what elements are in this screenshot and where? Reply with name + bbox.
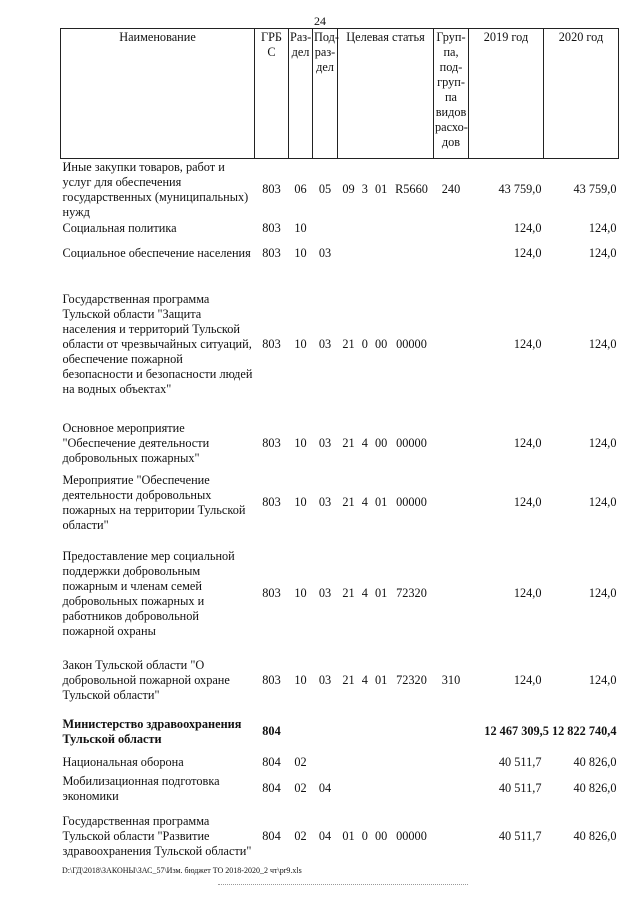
target-part: 72320	[396, 673, 427, 687]
row-group: 310	[441, 673, 461, 687]
row-group	[434, 711, 469, 753]
row-name: Иные закупки товаров, работ и услуг для обеспечения государственных (муниципальных) нужд	[62, 159, 249, 219]
row-2020: 124,0	[588, 495, 617, 509]
target-part: 00000	[396, 495, 427, 509]
row-subsection: 05	[318, 182, 332, 197]
row-name: Предоставление мер социальной поддержки добровольным пожарным и членам семей добровольных пожарных и работников добровольной пожарной охраны	[62, 548, 235, 638]
target-part: 00	[375, 337, 388, 351]
row-grbs: 803	[262, 495, 281, 509]
row-grbs: 803	[262, 673, 281, 687]
row-subsection	[313, 221, 338, 237]
row-grbs: 803	[262, 586, 281, 600]
target-part: 21	[342, 436, 355, 450]
header-group: Груп-па, под-груп-па видов расхо-дов	[434, 29, 469, 159]
row-section: 10	[294, 673, 307, 687]
row-grbs: 803	[262, 221, 281, 235]
row-2020: 124,0	[588, 436, 617, 450]
row-subsection: 03	[318, 673, 332, 687]
row-subsection: 04	[318, 781, 332, 795]
row-subsection: 04	[318, 829, 332, 843]
target-part: R5660	[395, 182, 428, 197]
budget-table	[60, 28, 619, 869]
target-part: 72320	[396, 586, 427, 600]
row-target	[338, 237, 434, 271]
table-row	[61, 419, 619, 469]
row-2019: 40 511,7	[498, 755, 542, 769]
row-group	[434, 773, 469, 805]
table-row	[61, 773, 619, 805]
row-group	[434, 271, 469, 419]
row-name: Социальное обеспечение населения	[62, 246, 251, 260]
row-grbs: 804	[262, 829, 281, 843]
row-section: 10	[294, 436, 307, 450]
row-target	[338, 537, 434, 651]
target-part: 0	[361, 829, 368, 843]
row-name: Социальная политика	[62, 221, 177, 235]
row-section: 02	[294, 829, 307, 843]
target-part: 3	[361, 182, 368, 197]
row-name: Государственная программа Тульской области "Защита населения и территорий Тульской области от чрезвычайных ситуаций, обеспечение пожарной безопасности и безопасности людей на водных объектах"	[62, 292, 253, 396]
row-group	[434, 537, 469, 651]
target-part: 01	[375, 495, 388, 509]
row-2020: 124,0	[588, 337, 617, 351]
row-name: Мобилизационная подготовка экономики	[62, 773, 220, 803]
target-part: 21	[342, 337, 355, 351]
row-2019: 12 467 309,5	[484, 724, 549, 738]
row-2019: 124,0	[513, 246, 542, 260]
target-part: 21	[342, 673, 355, 687]
file-path-footer: D:\ГД\2018\ЗАКОНЫ\ЗАС_57\Изм. бюджет ТО 2018-2020_2 чт\pr9.xls	[62, 866, 302, 875]
row-group	[434, 419, 469, 469]
row-grbs: 803	[262, 337, 281, 351]
header-section: Раз-дел	[289, 29, 313, 159]
table-row	[61, 271, 619, 419]
row-2019: 124,0	[513, 586, 542, 600]
table-row	[61, 711, 619, 753]
row-2020: 12 822 740,4	[551, 724, 617, 738]
header-year-2019: 2019 год	[469, 29, 544, 159]
row-2020: 40 826,0	[573, 829, 617, 843]
row-section: 10	[294, 337, 307, 351]
row-subsection	[313, 753, 338, 773]
row-group	[434, 237, 469, 271]
target-part: 00000	[396, 436, 427, 450]
row-grbs: 803	[262, 436, 281, 450]
row-subsection: 03	[318, 337, 332, 351]
row-target	[338, 221, 434, 237]
row-2019: 124,0	[513, 221, 542, 235]
row-2019: 124,0	[513, 436, 542, 450]
row-target	[338, 711, 434, 753]
row-subsection: 03	[318, 586, 332, 600]
row-target	[338, 805, 434, 869]
row-grbs: 804	[262, 755, 281, 769]
header-name: Наименование	[61, 29, 255, 159]
row-grbs: 804	[262, 781, 281, 795]
row-2020: 40 826,0	[573, 781, 617, 795]
target-part: 01	[375, 673, 388, 687]
row-group	[434, 221, 469, 237]
target-part: 00	[375, 436, 388, 450]
table-row	[61, 753, 619, 773]
row-name: Министерство здравоохранения Тульской области	[62, 716, 242, 746]
row-2019: 43 759,0	[498, 182, 542, 197]
row-group	[434, 469, 469, 537]
row-section: 10	[294, 586, 307, 600]
row-2019: 124,0	[513, 673, 542, 687]
header-target: Целевая статья	[338, 29, 434, 159]
row-subsection: 03	[318, 495, 332, 509]
row-target	[338, 271, 434, 419]
row-section: 02	[294, 781, 307, 795]
target-part: 00	[375, 829, 388, 843]
row-name: Закон Тульской области "О добровольной пожарной охране Тульской области"	[62, 658, 230, 702]
scan-artifact-line	[218, 884, 468, 887]
row-2020: 124,0	[588, 221, 617, 235]
row-subsection: 03	[318, 436, 332, 450]
row-grbs: 804	[262, 724, 281, 738]
row-target	[338, 773, 434, 805]
table-row	[61, 221, 619, 237]
row-target	[338, 159, 434, 221]
row-2019: 40 511,7	[498, 829, 542, 843]
target-part: 00000	[396, 829, 427, 843]
target-part: 01	[375, 182, 388, 197]
row-name: Мероприятие "Обеспечение деятельности добровольных пожарных на территории Тульской области"	[62, 472, 246, 532]
target-part: 21	[342, 586, 355, 600]
row-2019: 40 511,7	[498, 781, 542, 795]
table-row	[61, 237, 619, 271]
row-target	[338, 469, 434, 537]
row-name: Основное мероприятие "Обеспечение деятельности добровольных пожарных"	[62, 421, 210, 465]
row-target	[338, 651, 434, 711]
row-group	[434, 805, 469, 869]
row-2020: 43 759,0	[573, 182, 617, 197]
target-part: 01	[375, 586, 388, 600]
row-target	[338, 753, 434, 773]
row-2020: 40 826,0	[573, 755, 617, 769]
table-row	[61, 651, 619, 711]
row-section: 10	[294, 246, 307, 260]
row-subsection: 03	[318, 246, 332, 260]
table-row	[61, 537, 619, 651]
table-row	[61, 469, 619, 537]
row-2020: 124,0	[588, 586, 617, 600]
row-2019: 124,0	[513, 495, 542, 509]
row-section: 10	[294, 495, 307, 509]
target-part: 0	[361, 337, 368, 351]
target-part: 4	[361, 586, 368, 600]
target-part: 4	[361, 436, 368, 450]
row-section: 02	[294, 755, 307, 769]
table-header-row	[61, 29, 619, 159]
row-section	[289, 711, 313, 753]
target-part: 00000	[396, 337, 427, 351]
target-part: 09	[342, 182, 355, 197]
row-section: 06	[294, 182, 307, 197]
header-subsection: Под-раз-дел	[313, 29, 338, 159]
table-row	[61, 805, 619, 869]
row-2020: 124,0	[588, 673, 617, 687]
row-2019-2020	[469, 711, 619, 753]
row-2020: 124,0	[588, 246, 617, 260]
row-section: 10	[294, 221, 307, 235]
row-subsection	[313, 711, 338, 753]
target-part: 21	[342, 495, 355, 509]
target-part: 01	[342, 829, 355, 843]
row-name: Национальная оборона	[62, 755, 184, 769]
table-row	[61, 159, 619, 221]
row-grbs: 803	[262, 246, 281, 260]
row-group	[434, 753, 469, 773]
row-group: 240	[441, 182, 461, 197]
row-target	[338, 419, 434, 469]
page-number: 24	[314, 14, 326, 28]
row-grbs: 803	[262, 182, 281, 197]
row-name: Государственная программа Тульской области "Развитие здравоохранения Тульской области"	[62, 814, 252, 858]
target-part: 4	[361, 495, 368, 509]
header-grbs: ГРБ С	[255, 29, 289, 159]
target-part: 4	[361, 673, 368, 687]
header-year-2020: 2020 год	[544, 29, 619, 159]
row-2019: 124,0	[513, 337, 542, 351]
